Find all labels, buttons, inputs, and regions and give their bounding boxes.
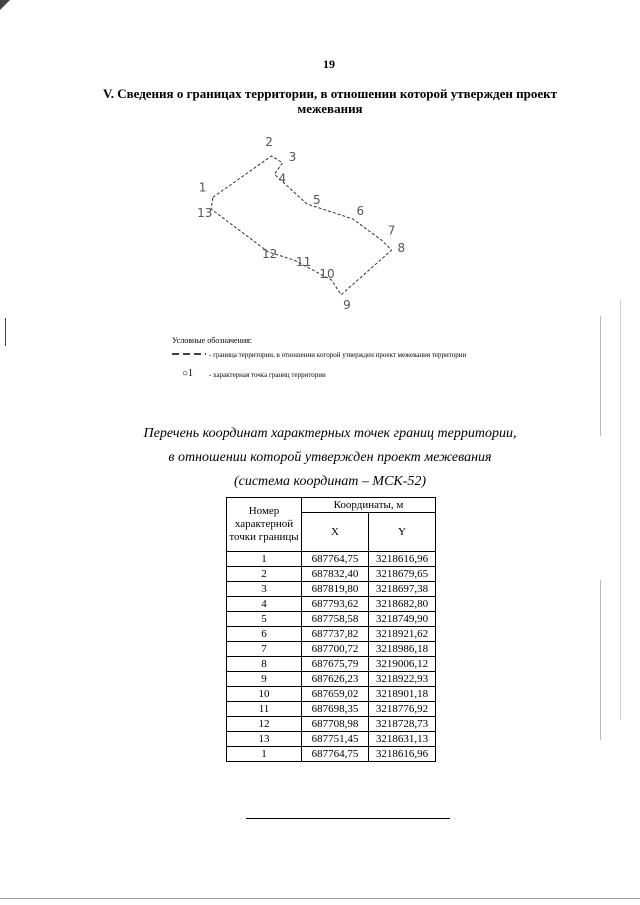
- point-label: 6: [356, 203, 365, 218]
- point-label: 2: [265, 135, 273, 150]
- dashed-line-symbol: [172, 349, 208, 359]
- point-label: 10: [319, 266, 335, 281]
- boundary-scheme: [180, 130, 520, 320]
- cell-n: 5: [227, 612, 302, 627]
- scan-edge-mark: [5, 318, 6, 346]
- scan-corner-mark: [0, 0, 10, 10]
- cell-y: 3218901,18: [369, 687, 436, 702]
- point-label: 12: [262, 246, 278, 261]
- cell-x: 687751,45: [302, 732, 369, 747]
- coordinates-list-title-line-2: в отношении которой утвержден проект межевания: [168, 450, 492, 465]
- cell-y: 3218631,13: [369, 732, 436, 747]
- table-row: [227, 567, 436, 582]
- header-coordinates: Координаты, м: [302, 498, 436, 513]
- cell-y: 3218728,73: [369, 717, 436, 732]
- scan-edge-mark: [600, 580, 601, 740]
- cell-y: 3218776,92: [369, 702, 436, 717]
- table-row: [227, 582, 436, 597]
- cell-x: 687737,82: [302, 627, 369, 642]
- header-x: X: [302, 513, 369, 552]
- cell-n: 1: [227, 552, 302, 567]
- cell-n: 13: [227, 732, 302, 747]
- table-row: [227, 597, 436, 612]
- header-y: Y: [369, 513, 436, 552]
- table-row: [227, 732, 436, 747]
- boundary-point-labels: [197, 135, 405, 312]
- cell-n: 1: [227, 747, 302, 762]
- table-row: [227, 702, 436, 717]
- cell-n: 9: [227, 672, 302, 687]
- cell-y: 3219006,12: [369, 657, 436, 672]
- cell-n: 2: [227, 567, 302, 582]
- cell-n: 4: [227, 597, 302, 612]
- cell-x: 687764,75: [302, 552, 369, 567]
- coordinates-list-title-line-1: Перечень координат характерных точек границ территории,: [143, 426, 517, 441]
- legend-point-text: - характерная точка границ территории: [209, 371, 326, 379]
- table-row: [227, 672, 436, 687]
- point-label: 9: [343, 297, 351, 312]
- cell-y: 3218682,80: [369, 597, 436, 612]
- cell-n: 8: [227, 657, 302, 672]
- point-label: 13: [197, 206, 213, 220]
- page-number: 19: [323, 57, 335, 71]
- cell-n: 7: [227, 642, 302, 657]
- cell-y: 3218749,90: [369, 612, 436, 627]
- coordinates-table: [226, 497, 436, 762]
- point-label: 7: [387, 223, 396, 238]
- table-row: [227, 687, 436, 702]
- cell-x: 687698,35: [302, 702, 369, 717]
- point-label: 11: [296, 255, 312, 270]
- table-row: [227, 717, 436, 732]
- section-title-line-2: межевания: [297, 101, 363, 116]
- coordinates-list-title-line-3: (система координат – МСК-52): [233, 474, 427, 489]
- bottom-rule: [246, 818, 450, 819]
- cell-x: 687675,79: [302, 657, 369, 672]
- point-label: 5: [313, 193, 321, 207]
- point-symbol: ○1: [182, 368, 194, 379]
- cell-y: 3218922,93: [369, 672, 436, 687]
- cell-x: 687700,72: [302, 642, 369, 657]
- table-row: [227, 657, 436, 672]
- table-header-row: [227, 498, 436, 513]
- cell-y: 3218921,62: [369, 627, 436, 642]
- table-row: [227, 747, 436, 762]
- point-label: 1: [198, 180, 207, 195]
- cell-x: 687659,02: [302, 687, 369, 702]
- table-row: [227, 612, 436, 627]
- cell-y: 3218697,38: [369, 582, 436, 597]
- legend-boundary-text: - граница территории, в отношении которой утвержден проект межевания территории: [209, 351, 467, 359]
- coordinates-table-body: [227, 552, 436, 762]
- cell-y: 3218616,96: [369, 552, 436, 567]
- cell-x: 687832,40: [302, 567, 369, 582]
- territory-boundary-line: [211, 156, 391, 295]
- cell-y: 3218679,65: [369, 567, 436, 582]
- cell-x: 687708,98: [302, 717, 369, 732]
- scan-edge-mark: [600, 316, 601, 436]
- cell-x: 687793,62: [302, 597, 369, 612]
- cell-n: 11: [227, 702, 302, 717]
- scan-edge-mark: [0, 898, 640, 899]
- section-title-line-1: V. Сведения о границах территории, в отношении которой утвержден проект: [102, 86, 558, 101]
- cell-n: 10: [227, 687, 302, 702]
- point-label: 3: [288, 149, 297, 164]
- legend-title: Условные обозначения:: [172, 336, 253, 345]
- table-row: [227, 642, 436, 657]
- cell-n: 6: [227, 627, 302, 642]
- scan-edge-mark: [620, 300, 621, 720]
- header-point-number: Номер характерной точки границы: [227, 498, 302, 552]
- point-label: 4: [278, 171, 287, 186]
- cell-x: 687819,80: [302, 582, 369, 597]
- point-label: 8: [397, 241, 406, 256]
- section-title: [60, 86, 600, 116]
- cell-n: 12: [227, 717, 302, 732]
- cell-x: 687758,58: [302, 612, 369, 627]
- cell-x: 687626,23: [302, 672, 369, 687]
- cell-y: 3218616,96: [369, 747, 436, 762]
- cell-n: 3: [227, 582, 302, 597]
- cell-x: 687764,75: [302, 747, 369, 762]
- table-row: [227, 552, 436, 567]
- table-row: [227, 627, 436, 642]
- cell-y: 3218986,18: [369, 642, 436, 657]
